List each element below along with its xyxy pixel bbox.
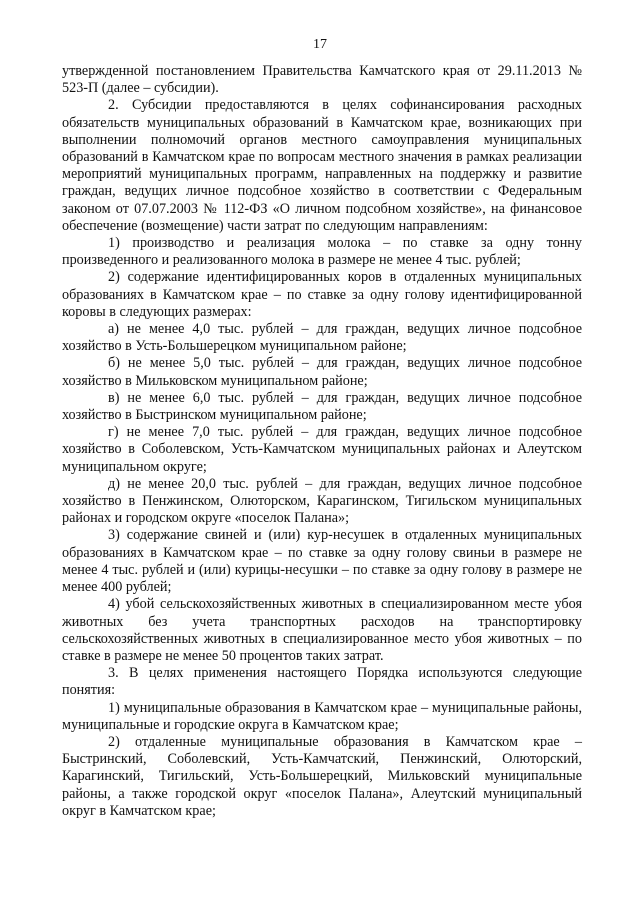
subitem-a: а) не менее 4,0 тыс. рублей – для граждан, ведущих личное подсобное хозяйство в Усть-Большерецком муниципальном районе; (62, 321, 582, 355)
paragraph-item-3: 3. В целях применения настоящего Порядка используются следующие понятия: (62, 665, 582, 699)
list-item-pigs-hens: 3) содержание свиней и (или) кур-несушек в отдаленных муниципальных образованиях в Камчатском крае – по ставке за одну голову свиньи в размере не менее 4 тыс. рублей и (или) курицы-несушки – по ставке за одну голову в размере не менее 400 рублей; (62, 527, 582, 596)
list-item-cows: 2) содержание идентифицированных коров в отдаленных муниципальных образованиях в Камчатском крае – по ставке за одну голову идентифицированной коровы в следующих размерах: (62, 269, 582, 320)
subitem-d: д) не менее 20,0 тыс. рублей – для граждан, ведущих личное подсобное хозяйство в Пенжинском, Олюторском, Карагинском, Тигильском муниципальных районах и городском округе «поселок Палана»; (62, 475, 582, 527)
list-item-slaughter: 4) убой сельскохозяйственных животных в специализированном месте убоя животных без учета транспортных расходов на транспортировку сельскохозяйственных животных в специализированное место убоя животных – по ставке в размере не менее 50 процентов таких затрат. (62, 596, 582, 664)
subitem-b: б) не менее 5,0 тыс. рублей – для граждан, ведущих личное подсобное хозяйство в Мильковском муниципальном районе; (62, 355, 582, 389)
paragraph-continuation: утвержденной постановлением Правительства Камчатского края от 29.11.2013 № 523-П (далее – субсидии). (62, 63, 582, 97)
definition-remote-formations: 2) отдаленные муниципальные образования в Камчатском крае – Быстринский, Соболевский, Усть-Камчатский, Пенжинский, Олюторский, Карагинский, Тигильский, Усть-Большерецкий, Мильковский муниципальные районы, а также городской округ «поселок Палана», Алеутский муниципальный округ в Камчатском крае; (62, 733, 582, 819)
subitem-v: в) не менее 6,0 тыс. рублей – для граждан, ведущих личное подсобное хозяйство в Быстринском муниципальном районе; (62, 389, 582, 424)
paragraph-item-2: 2. Субсидии предоставляются в целях софинансирования расходных обязательств муниципальных образований в Камчатском крае, возникающих при выполнении полномочий органов местного самоуправления муниципальных образований в Камчатском крае по вопросам местного значения в рамках реализации мероприятий муниципальных программ, направленных на поддержку и развитие граждан, ведущих личное подсобное хозяйство в соответствии с Федеральным законом от 07.07.2003 № 112-ФЗ «О личном подсобном хозяйстве», на финансовое обеспечение (возмещение) части затрат по следующим направлениям: (62, 97, 582, 234)
page-number: 17 (313, 37, 327, 52)
list-item-milk: 1) производство и реализация молока – по ставке за одну тонну произведенного и реализованного молока в размере не менее 4 тыс. рублей; (62, 235, 582, 269)
document-body (62, 63, 582, 820)
definition-municipal-formations: 1) муниципальные образования в Камчатском крае – муниципальные районы, муниципальные и городские округа в Камчатском крае; (62, 699, 582, 733)
subitem-g: г) не менее 7,0 тыс. рублей – для граждан, ведущих личное подсобное хозяйство в Соболевском, Усть-Камчатском муниципальных районах и Алеутском муниципальном округе; (62, 424, 582, 475)
